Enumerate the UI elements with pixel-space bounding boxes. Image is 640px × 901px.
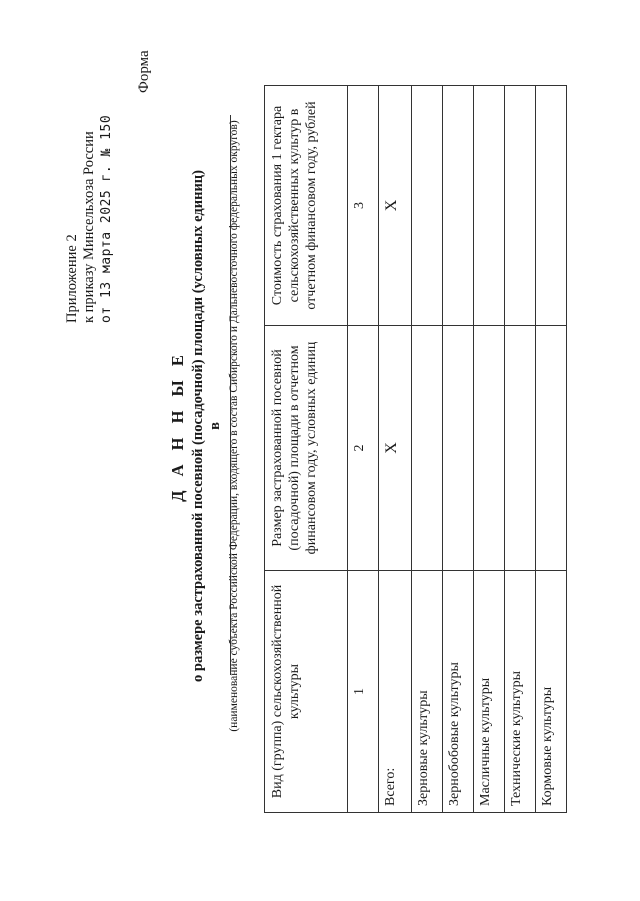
column-number: 1 [348,571,379,813]
column-number: 3 [348,86,379,326]
table-row [443,86,474,813]
data-table [264,85,567,813]
table-header-row [265,86,348,813]
appendix-order-ref: к приказу Минсельхоза России [81,131,97,323]
empty-cell [536,86,567,326]
empty-cell [443,326,474,571]
empty-cell [443,86,474,326]
total-mark: X [379,326,412,571]
crop-name: Зернобобовые культуры [443,571,474,813]
column-number-row [348,86,379,813]
document-title [168,111,224,741]
column-number: 2 [348,326,379,571]
title-in-prefix: в [207,422,223,430]
subject-caption: (наименование субъекта Российской Федерации, входящего в состав Сибирского и Дальневосточного федеральных округов) [228,120,240,732]
total-mark: X [379,86,412,326]
title-subtitle: о размере застрахованной посевной (посадочной) площади (условных единиц) [190,170,206,682]
empty-cell [474,326,505,571]
header-crop-type: Вид (группа) сельскохозяйственной культуры [265,571,348,813]
total-row [379,86,412,813]
header-insurance-cost: Стоимость страхования 1 гектара сельскохозяйственных культур в отчетном финансовом году, рублей [265,86,348,326]
form-label: Форма [136,50,152,93]
total-label: Всего: [379,571,412,813]
empty-cell [536,326,567,571]
crop-name: Кормовые культуры [536,571,567,813]
table-row [412,86,443,813]
empty-cell [505,326,536,571]
table-row [505,86,536,813]
crop-name: Технические культуры [505,571,536,813]
empty-cell [412,86,443,326]
header-insured-area: Размер застрахованной посевной (посадочной) площади в отчетном финансовом году, условных единиц [265,326,348,571]
empty-cell [505,86,536,326]
table-row [536,86,567,813]
empty-cell [412,326,443,571]
appendix-header [64,115,115,323]
crop-name: Масличные культуры [474,571,505,813]
table-row [474,86,505,813]
appendix-order-date: от 13 марта 2025 г. № 150 [99,114,114,323]
crop-name: Зерновые культуры [412,571,443,813]
appendix-title: Приложение 2 [64,234,80,323]
empty-cell [474,86,505,326]
title-main: Д А Н Н Ы Е [168,350,187,502]
